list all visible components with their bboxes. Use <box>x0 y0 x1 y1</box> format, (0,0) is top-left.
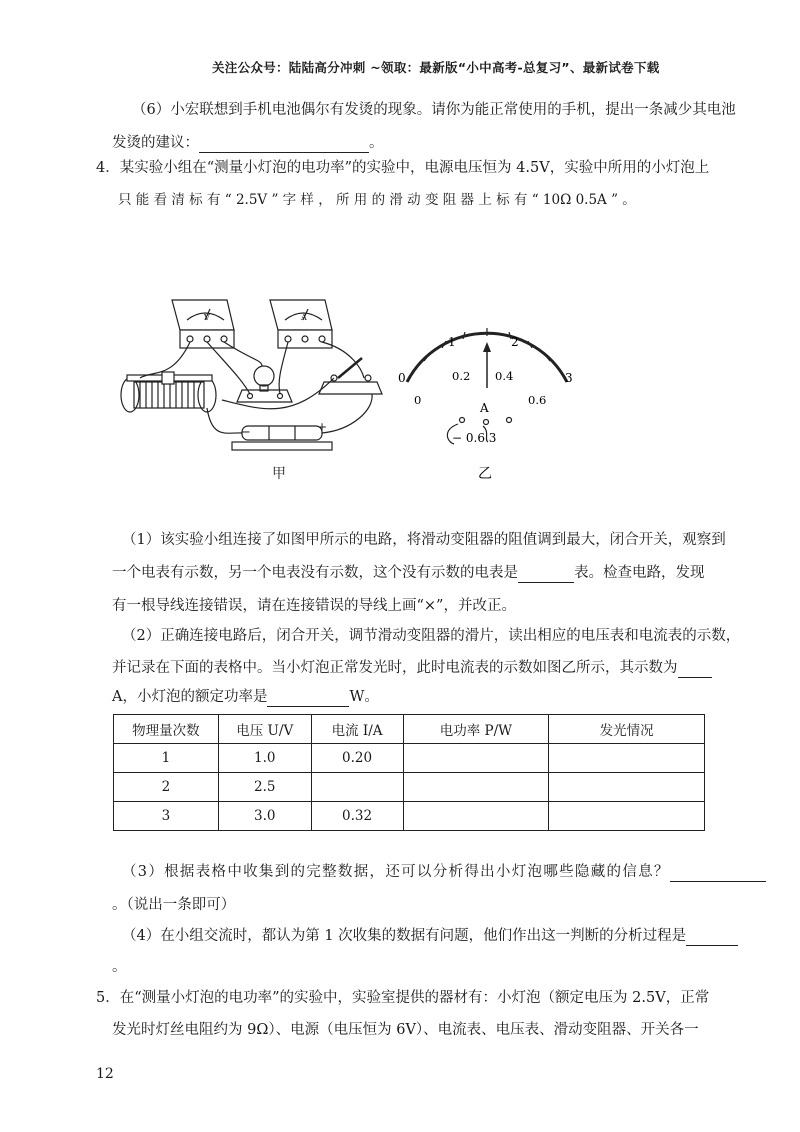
circuit-figures <box>112 290 592 490</box>
scale-top-3: 3 <box>565 371 573 385</box>
terminal-labels: − 0.6 3 <box>452 431 497 445</box>
answer-blank-power[interactable] <box>267 691 349 707</box>
page-header: 关注公众号：陆陆高分冲刺 ~领取：最新版“小中高考-总复习”、最新试卷下载 <box>212 60 660 75</box>
q4-number: 4． <box>96 160 120 176</box>
table-cell: 2 <box>114 773 219 802</box>
q3-6-line2-suffix: 。 <box>369 135 384 151</box>
q4-p1-line3: 有一根导线连接错误，请在连接错误的导线上画“×”，并改正。 <box>112 598 516 614</box>
rheostat <box>121 372 216 412</box>
q5-line1 <box>96 988 709 1008</box>
table-header: 发光情况 <box>549 715 705 744</box>
q4-intro-text1: 某实验小组在“测量小灯泡的电功率”的实验中，电源电压恒为 4.5V，实验中所用的小灯泡上 <box>119 160 710 176</box>
table-cell: 0.20 <box>311 744 403 773</box>
table-cell[interactable] <box>549 744 705 773</box>
answer-blank-meter[interactable] <box>518 567 574 583</box>
table-cell: 0.32 <box>311 802 403 831</box>
battery-minus-label: − <box>240 425 251 440</box>
table-header-row <box>114 715 705 744</box>
bulb <box>237 366 292 402</box>
battery-plus-label: + <box>317 420 328 434</box>
voltmeter-label: V <box>204 313 210 322</box>
answer-blank-current[interactable] <box>678 662 712 678</box>
table-row <box>114 802 705 831</box>
table-header: 电压 U/V <box>218 715 311 744</box>
q5-line1-text: 在“测量小灯泡的电功率”的实验中，实验室提供的器材有：小灯泡（额定电压为 2.5V，正常 <box>119 990 710 1006</box>
answer-blank-suggestion[interactable] <box>199 137 369 153</box>
switch <box>319 358 382 394</box>
figure-jia <box>121 300 382 450</box>
q4-p2-line1: （2）正确连接电路后，闭合开关，调节滑动变阻器的滑片，读出相应的电压表和电流表的示数， <box>122 628 741 644</box>
table-cell: 1 <box>114 744 219 773</box>
scale-bottom-0.2: 0.2 <box>452 369 471 383</box>
table-cell[interactable] <box>403 773 549 802</box>
voltmeter <box>172 300 234 348</box>
scale-bottom-0.4: 0.4 <box>495 369 514 383</box>
table-cell[interactable] <box>549 773 705 802</box>
q5-number: 5． <box>96 990 120 1006</box>
table-cell: 2.5 <box>218 773 311 802</box>
answer-blank-analysis[interactable] <box>686 930 738 946</box>
q4-p4-line2: 。 <box>112 959 127 975</box>
table-header: 物理量次数 <box>114 715 219 744</box>
figure-yi <box>398 328 573 482</box>
scale-top-2: 2 <box>511 335 519 349</box>
q4-p2-line3-suffix: W。 <box>349 689 379 705</box>
scale-bottom-0.6: 0.6 <box>528 393 547 407</box>
q4-p3-line1 <box>122 862 766 882</box>
table-cell[interactable] <box>311 773 403 802</box>
q3-6-line2 <box>112 133 384 153</box>
scale-top-1: 1 <box>448 335 456 349</box>
q4-p1-line1: （1）该实验小组连接了如图甲所示的电路，将滑动变阻器的阻值调到最大，闭合开关，观察到 <box>122 532 726 548</box>
q4-p1-line2 <box>112 563 705 583</box>
table-cell: 3.0 <box>218 802 311 831</box>
ammeter <box>270 300 332 348</box>
q4-p2-line2 <box>112 658 712 678</box>
table-row <box>114 773 705 802</box>
table-cell[interactable] <box>403 744 549 773</box>
q5-line2: 发光时灯丝电阻约为 9Ω）、电源（电压恒为 6V）、电流表、电压表、滑动变阻器、开关各一 <box>112 1022 699 1038</box>
scale-top-0: 0 <box>398 371 406 385</box>
q4-p4-line1 <box>122 926 738 946</box>
q4-p2-line3 <box>112 687 379 707</box>
q4-p1-line2-prefix: 一个电表有示数，另一个电表没有示数，这个没有示数的电表是 <box>112 565 518 581</box>
q4-intro-line2: 只 能 看 清 标 有 “ 2.5V ” 字 样 ， 所 用 的 滑 动 变 阻 器 上 标 有 “ 10Ω 0.5A ” 。 <box>118 192 636 208</box>
q4-p2-line2-text: 并记录在下面的表格中。当小灯泡正常发光时，此时电流表的示数如图乙所示，其示数为 <box>112 660 678 676</box>
page-number: 12 <box>96 1066 114 1082</box>
dial-unit-label: A <box>480 401 489 415</box>
scale-bottom-0: 0 <box>414 393 422 407</box>
q4-p1-line2-suffix: 表。检查电路，发现 <box>574 565 705 581</box>
table-cell[interactable] <box>403 802 549 831</box>
q4-p3-line1-text: （3）根据表格中收集到的完整数据，还可以分析得出小灯泡哪些隐藏的信息？ <box>122 864 670 880</box>
table-row <box>114 744 705 773</box>
dial-needle-tip <box>483 342 491 352</box>
answer-blank-hidden-info[interactable] <box>670 866 766 882</box>
table-header: 电流 I/A <box>311 715 403 744</box>
data-table <box>113 714 705 831</box>
table-header: 电功率 P/W <box>403 715 549 744</box>
table-cell[interactable] <box>549 802 705 831</box>
table-cell: 1.0 <box>218 744 311 773</box>
figure-jia-caption: 甲 <box>272 466 286 482</box>
table-cell: 3 <box>114 802 219 831</box>
q4-p4-line1-text: （4）在小组交流时，都认为第 1 次收集的数据有问题，他们作出这一判断的分析过程是 <box>122 928 687 944</box>
q4-p3-line2: 。（说出一条即可） <box>112 897 236 913</box>
q3-6-line1: （6）小宏联想到手机电池偶尔有发烫的现象。请你为能正常使用的手机，提出一条减少其电池 <box>132 102 736 118</box>
q4-p2-line3-prefix: A，小灯泡的额定功率是 <box>112 689 268 705</box>
q4-intro-line1 <box>96 158 709 178</box>
figure-yi-caption: 乙 <box>478 466 492 482</box>
q3-6-line2-prefix: 发烫的建议： <box>112 135 199 151</box>
ammeter-label: A <box>301 313 307 322</box>
